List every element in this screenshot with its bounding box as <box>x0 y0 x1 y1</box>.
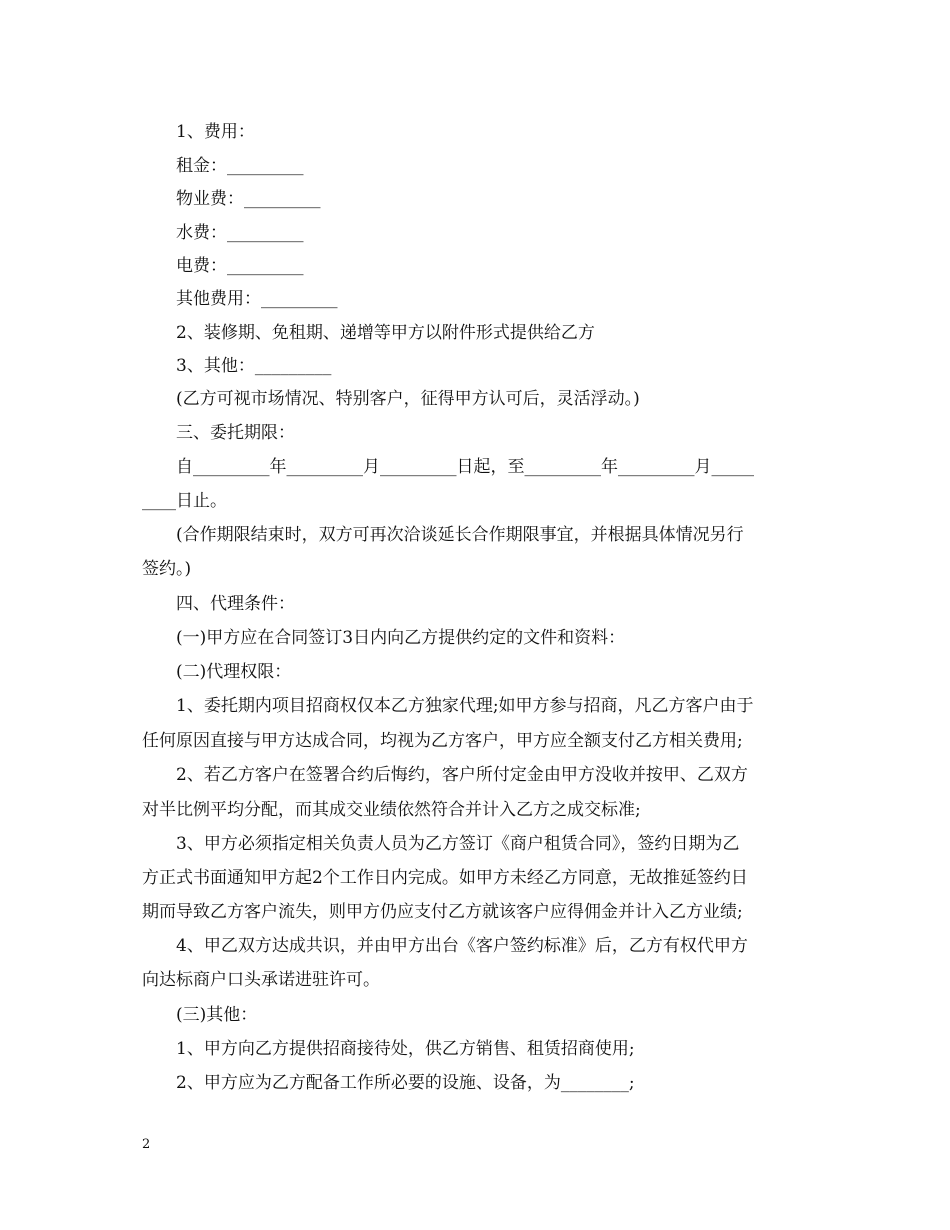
text-line: 2、甲方应为乙方配备工作所必要的设施、设备，为________; <box>176 1073 635 1093</box>
text-line: 2、装修期、免租期、递增等甲方以附件形式提供给乙方 <box>176 323 595 343</box>
text-line: (合作期限结束时，双方可再次洽谈延长合作期限事宜，并根据具体情况另行 <box>176 525 744 545</box>
text-line: 1、委托期内项目招商权仅本乙方独家代理;如甲方参与招商，凡乙方客户由于 <box>176 696 754 716</box>
text-line: 1、费用： <box>176 122 255 142</box>
text-line: (乙方可视市场情况、特别客户，征得甲方认可后，灵活浮动。) <box>176 389 640 409</box>
text-line: 电费：_________ <box>176 256 304 276</box>
text-line: 其他费用：_________ <box>176 289 338 309</box>
text-line: 租金：_________ <box>176 156 304 176</box>
text-line: (一)甲方应在合同签订3日内向乙方提供约定的文件和资料： <box>176 628 626 648</box>
text-line: 3、甲方必须指定相关负责人员为乙方签订《商户租赁合同》，签约日期为乙 <box>176 834 740 854</box>
text-line: 自_________年_________月_________日起，至_________年_________月_____ <box>176 457 754 477</box>
text-line: 期而导致乙方客户流失，则甲方仍应支付乙方就该客户应得佣金并计入乙方业绩; <box>142 902 743 922</box>
text-line: 任何原因直接与甲方达成合同，均视为乙方客户，甲方应全额支付乙方相关费用; <box>142 731 743 751</box>
text-line: 2、若乙方客户在签署合约后悔约，客户所付定金由甲方没收并按甲、乙双方 <box>176 765 748 785</box>
text-line: 向达标商户口头承诺进驻许可。 <box>142 970 380 990</box>
text-line: (二)代理权限： <box>176 662 292 682</box>
text-line: (三)其他： <box>176 1005 258 1025</box>
text-line: 四、代理条件： <box>176 594 295 614</box>
text-line: 对半比例平均分配，而其成交业绩依然符合并计入乙方之成交标准; <box>142 800 641 820</box>
text-line: 4、甲乙双方达成共识，并由甲方出台《客户签约标准》后，乙方有权代甲方 <box>176 936 748 956</box>
text-line: 签约。) <box>142 559 192 579</box>
text-line: 1、甲方向乙方提供招商接待处，供乙方销售、租赁招商使用; <box>176 1039 635 1059</box>
text-line: ____日止。 <box>142 491 227 511</box>
text-line: 3、其他：_________ <box>176 356 332 376</box>
text-line: 物业费：_________ <box>176 189 321 209</box>
page-number: 2 <box>142 1137 151 1152</box>
text-line: 方正式书面通知甲方起2个工作日内完成。如甲方未经乙方同意，无故推延签约日 <box>142 868 748 888</box>
text-line: 水费：_________ <box>176 223 304 243</box>
text-line: 三、委托期限： <box>176 423 295 443</box>
